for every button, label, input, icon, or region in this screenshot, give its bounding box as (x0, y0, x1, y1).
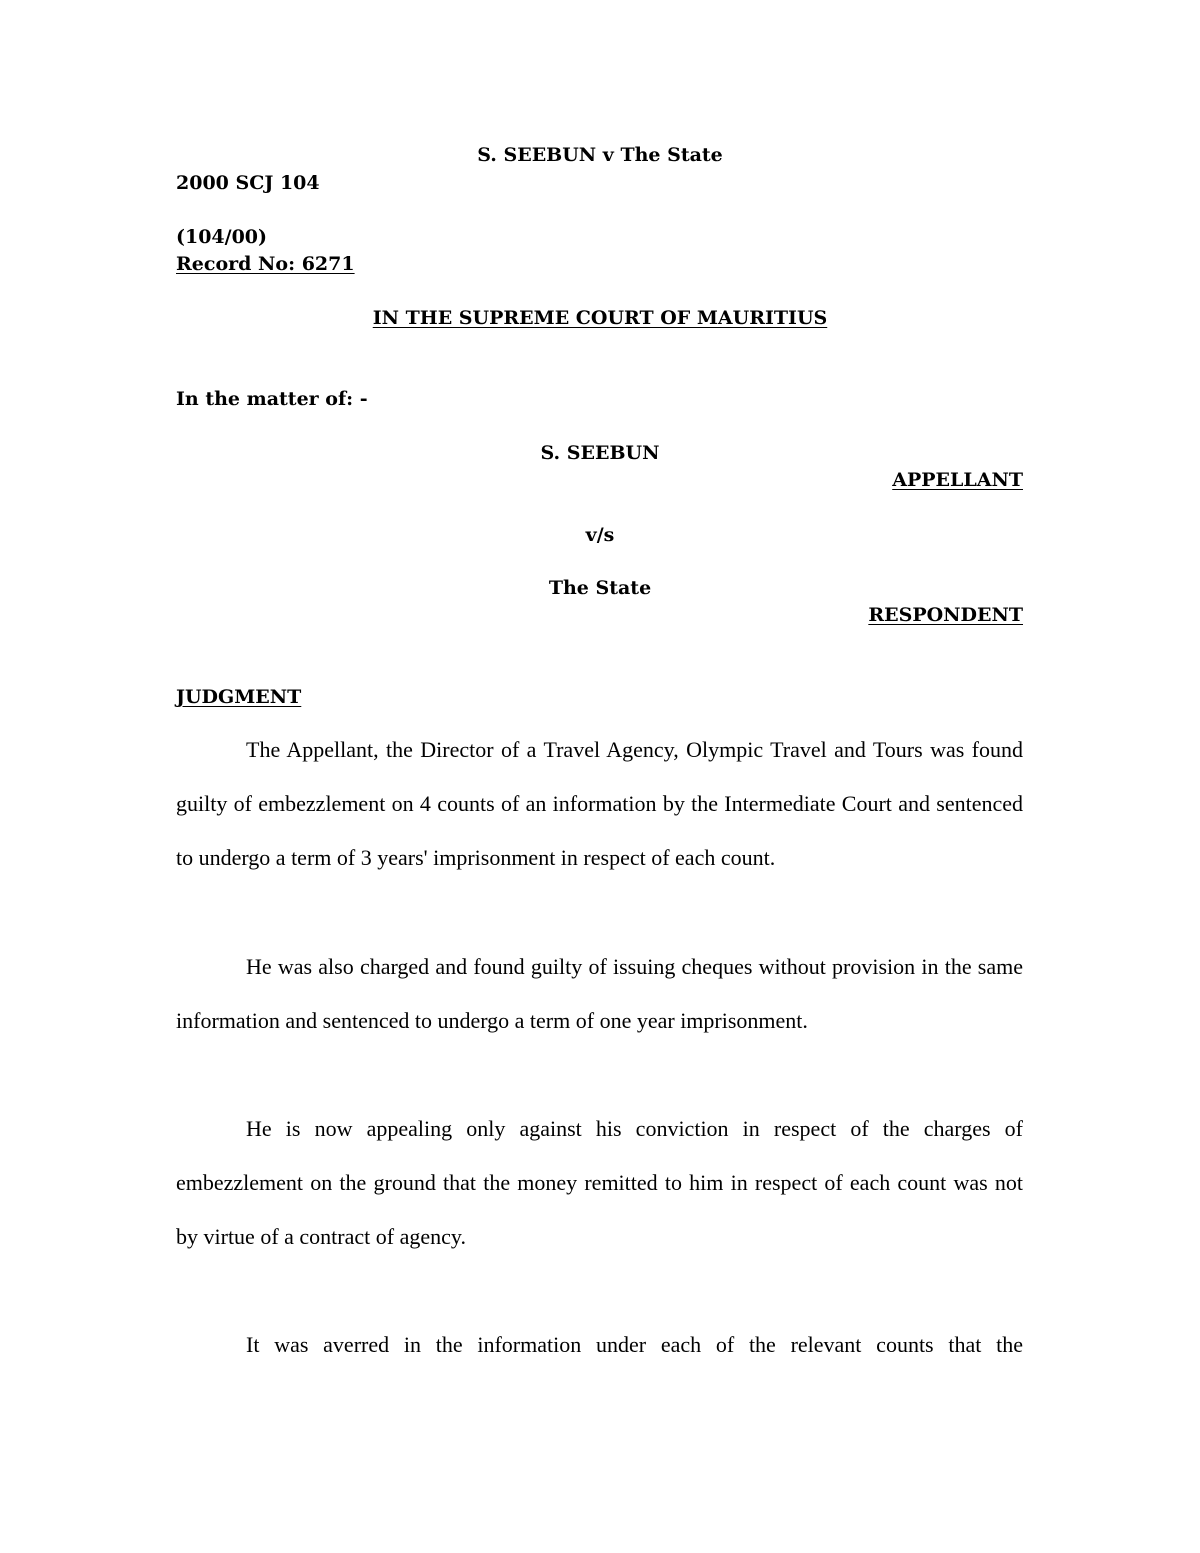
judgment-paragraph-3: He is now appealing only against his conviction in respect of the charges of embezzlement on the ground that the money remitted to him in respect of each count was not by virtue of a contract of agency. (176, 1116, 1023, 1249)
court-name: IN THE SUPREME COURT OF MAURITIUS (372, 307, 828, 329)
judgment-paragraph-1: The Appellant, the Director of a Travel Agency, Olympic Travel and Tours was found guilty of embezzlement on 4 counts of an information by the Intermediate Court and sentenced to undergo a term of 3 years' imprisonment in respect of each count. (176, 737, 1023, 870)
case-number: (104/00) (176, 226, 268, 248)
respondent-name: The State (548, 577, 652, 599)
judgment-paragraph-2: He was also charged and found guilty of issuing cheques without provision in the same information and sentenced to undergo a term of one year imprisonment. (176, 954, 1023, 1033)
judgment-paragraph-4: It was averred in the information under each of the relevant counts that the (246, 1332, 1023, 1357)
citation: 2000 SCJ 104 (176, 172, 320, 194)
matter-label: In the matter of: - (176, 388, 368, 410)
respondent-role: RESPONDENT (868, 604, 1023, 626)
appellant-role: APPELLANT (892, 469, 1023, 491)
record-number: Record No: 6271 (176, 253, 355, 275)
judgment-heading: JUDGMENT (176, 686, 302, 708)
appellant-name: S. SEEBUN (540, 442, 660, 464)
versus-label: v/s (585, 524, 615, 546)
case-title: S. SEEBUN v The State (477, 144, 723, 166)
